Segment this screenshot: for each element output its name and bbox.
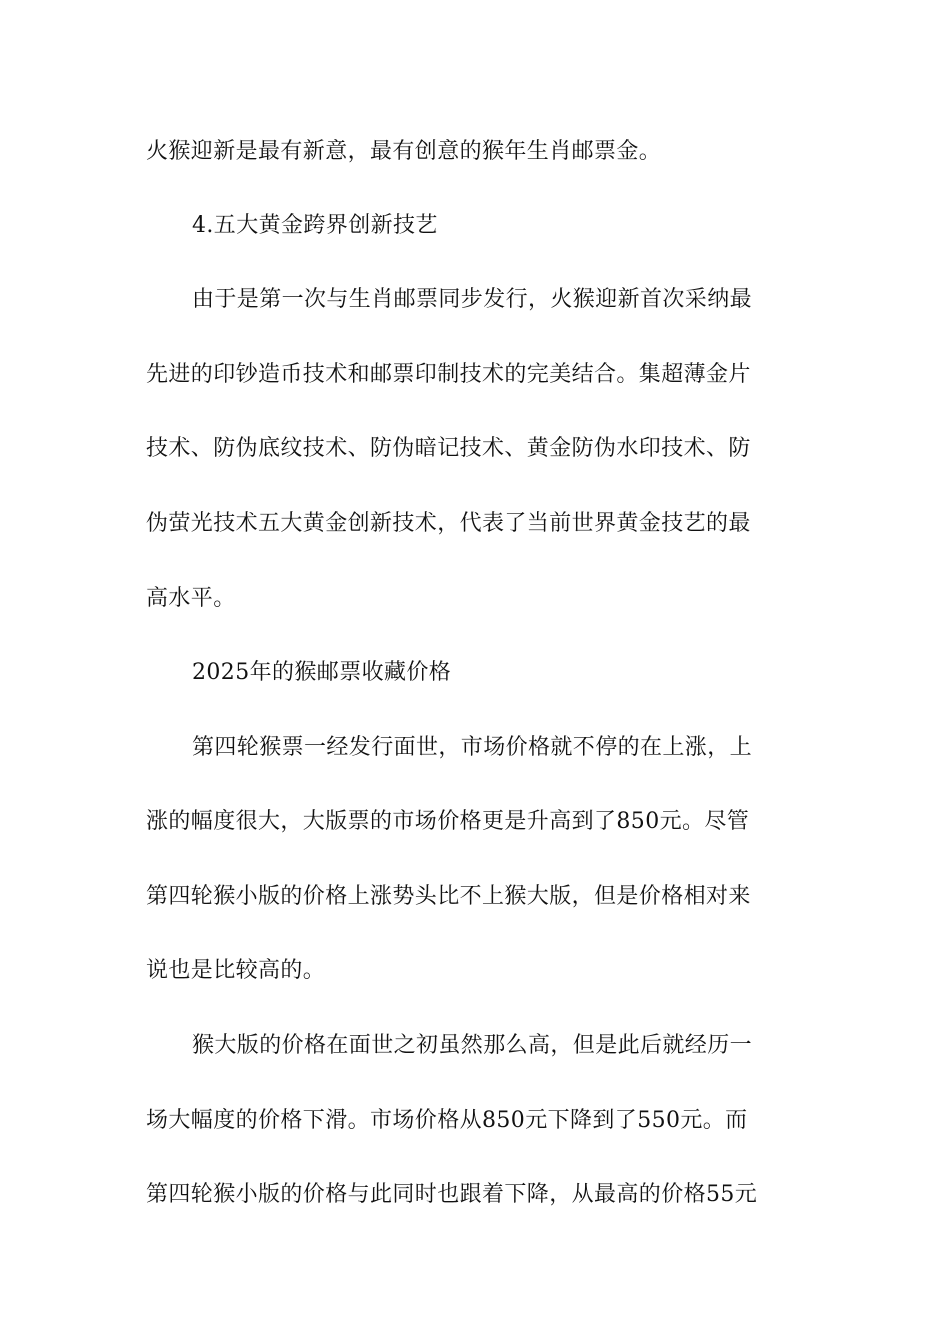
section-heading: 4.五大黄金跨界创新技艺 — [192, 213, 438, 238]
paragraph-line: 猴大版的价格在面世之初虽然那么高，但是此后就经历一 — [192, 1033, 753, 1058]
paragraph-line: 场大幅度的价格下滑。市场价格从850元下降到了550元。而 — [146, 1108, 748, 1133]
paragraph-line: 说也是比较高的。 — [146, 958, 326, 983]
paragraph-line: 涨的幅度很大，大版票的市场价格更是升高到了850元。尽管 — [146, 809, 750, 834]
paragraph-line: 伪萤光技术五大黄金创新技术，代表了当前世界黄金技艺的最 — [146, 511, 751, 536]
paragraph-line: 第四轮猴小版的价格与此同时也跟着下降，从最高的价格55元 — [146, 1182, 758, 1207]
paragraph-line: 第四轮猴小版的价格上涨势头比不上猴大版，但是价格相对来 — [146, 884, 751, 909]
paragraph-line: 先进的印钞造币技术和邮票印制技术的完美结合。集超薄金片 — [146, 362, 751, 387]
paragraph-line: 火猴迎新是最有新意，最有创意的猴年生肖邮票金。 — [146, 139, 662, 164]
paragraph-line: 第四轮猴票一经发行面世，市场价格就不停的在上涨，上 — [192, 735, 753, 760]
paragraph-line: 由于是第一次与生肖邮票同步发行，火猴迎新首次采纳最 — [192, 287, 753, 312]
paragraph-line: 高水平。 — [146, 586, 236, 611]
section-heading: 2025年的猴邮票收藏价格 — [192, 660, 452, 685]
paragraph-line: 技术、防伪底纹技术、防伪暗记技术、黄金防伪水印技术、防 — [146, 436, 751, 461]
